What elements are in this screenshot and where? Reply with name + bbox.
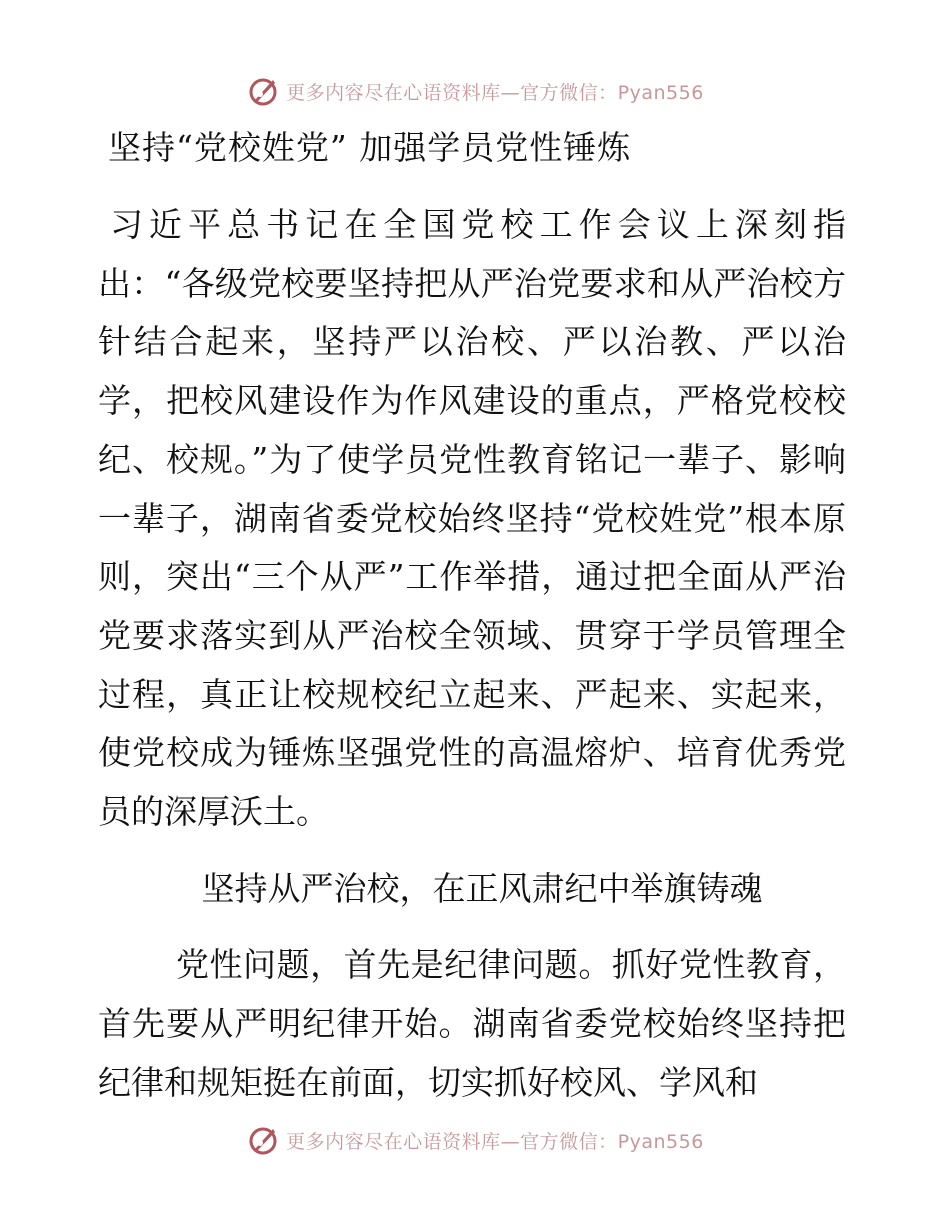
body-paragraph: 党性问题，首先是纪律问题。抓好党性教育，首先要从严明纪律开始。湖南省委党校始终坚持把纪律和规矩挺在前面，切实抓好校风、学风和: [98, 945, 846, 1102]
document-body: [98, 196, 846, 1113]
header-watermark: [0, 71, 950, 111]
quill-pen-logo-icon: [246, 74, 280, 108]
watermark-text: 更多内容尽在心语资料库—官方微信：Pyan556: [286, 81, 704, 104]
document-title: 坚持“党校姓党” 加强学员党性锤炼: [108, 128, 632, 167]
section-heading: 坚持从严治校，在正风肃纪中举旗铸魂: [201, 868, 763, 908]
watermark-text: 更多内容尽在心语资料库—官方微信：Pyan556: [286, 1130, 704, 1153]
footer-watermark: [0, 1120, 950, 1160]
body-paragraph: 习近平总书记在全国党校工作会议上深刻指出：“各级党校要坚持把从严治党要求和从严治校方针结合起来，坚持严以治校、严以治教、严以治学，把校风建设作为作风建设的重点，严格党校校纪、校规。”为了使学员党性教育铭记一辈子、影响一辈子，湖南省委党校始终坚持“党校姓党”根本原则，突出“三个从严”工作举措，通过把全面从严治党要求落实到从严治校全领域、贯穿于学员管理全过程，真正让校规校纪立起来、严起来、实起来，使党校成为锤炼坚强党性的高温熔炉、培育优秀党员的深厚沃土。: [98, 205, 846, 832]
quill-pen-logo-icon: [246, 1123, 280, 1157]
